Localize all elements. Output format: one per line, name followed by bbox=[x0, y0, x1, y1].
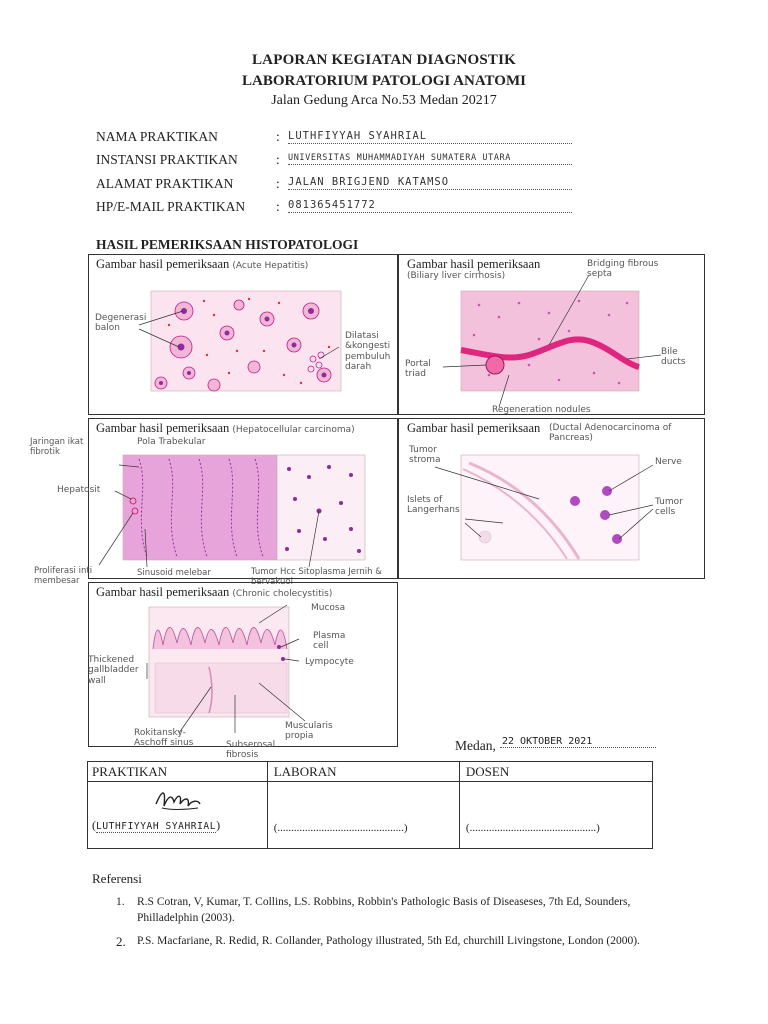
field-value[interactable]: JALAN BRIGJEND KATAMSO bbox=[288, 176, 572, 190]
panel-biliary-cirrhosis bbox=[398, 254, 705, 415]
label-tumor-hcc: Tumor Hcc Sitoplasma Jernih & bervakuoi bbox=[251, 567, 382, 587]
label-mucosa: Mucosa bbox=[311, 603, 346, 613]
report-title: LAPORAN KEGIATAN DIAGNOSTIK bbox=[251, 52, 517, 68]
label-degenerasi-balon: Degenerasi balon bbox=[95, 313, 147, 334]
field-colon: : bbox=[276, 129, 280, 144]
panel-pancreas bbox=[398, 418, 705, 579]
panel-subtitle: (Hepatocellular carcinoma) bbox=[232, 425, 355, 435]
field-colon: : bbox=[276, 199, 280, 214]
label-subserosal-fibrosis: Subserosal fibrosis bbox=[226, 740, 276, 761]
label-regeneration-nodules: Regeneration nodules bbox=[492, 405, 591, 415]
references-title: Referensi bbox=[92, 871, 142, 886]
handwritten-signature bbox=[150, 784, 210, 818]
reference-item: R.S Cotran, V, Kumar, T. Collins, LS. Robbins, Robbin's Pathologic Basis of Diseaseses, 7th Ed, Sounders, Philladelphin (2003). bbox=[137, 896, 631, 924]
field-colon: : bbox=[276, 176, 280, 191]
label-hepatosit: Hepatosit bbox=[57, 485, 101, 495]
panel-subtitle: (Biliary liver cirrhosis) bbox=[407, 271, 506, 281]
field-colon: : bbox=[276, 152, 280, 167]
panel-title: Gambar hasil pemeriksaan bbox=[407, 421, 541, 435]
panel-subtitle: (Acute Hepatitis) bbox=[232, 261, 309, 271]
cell-laboran-signature[interactable]: (..............................................) bbox=[267, 782, 459, 849]
label-lympocyte: Lympocyte bbox=[305, 657, 354, 667]
open-paren: ( bbox=[92, 818, 96, 832]
label-tumor-stroma: Tumor stroma bbox=[409, 445, 441, 466]
field-label: HP/E-MAIL PRAKTIKAN bbox=[96, 199, 246, 214]
panel-title-text: Gambar hasil pemeriksaan bbox=[96, 421, 230, 435]
panel-cholecystitis bbox=[88, 582, 398, 747]
lab-address: Jalan Gedung Arca No.53 Medan 20217 bbox=[271, 93, 497, 108]
signature-table bbox=[87, 761, 653, 849]
panel-title-text: Gambar hasil pemeriksaan bbox=[96, 585, 230, 599]
reference-number: 2. bbox=[116, 934, 126, 949]
label-portal-triad: Portal triad bbox=[405, 359, 431, 380]
field-value[interactable]: UNIVERSITAS MUHAMMADIYAH SUMATERA UTARA bbox=[288, 153, 572, 165]
label-thickened-wall: Thickened gallbladder wall bbox=[88, 655, 139, 686]
label-dilatasi-kongesti: Dilatasi &kongesti pembuluh darah bbox=[345, 331, 391, 373]
label-jaringan-ikat: Jaringan ikat fibrotik bbox=[30, 437, 84, 457]
field-label: ALAMAT PRAKTIKAN bbox=[96, 176, 234, 191]
field-label: INSTANSI PRAKTIKAN bbox=[96, 152, 238, 167]
lab-title: LABORATORIUM PATOLOGI ANATOMI bbox=[242, 73, 526, 89]
label-bile-ducts: Bile ducts bbox=[661, 347, 686, 368]
label-muscularis-propia: Muscularis propia bbox=[285, 721, 333, 742]
header-dosen: DOSEN bbox=[459, 762, 652, 782]
reference-number: 1. bbox=[116, 896, 125, 908]
panel-acute-hepatitis bbox=[88, 254, 398, 415]
date-value[interactable]: 22 OKTOBER 2021 bbox=[500, 736, 656, 748]
close-paren: ) bbox=[216, 818, 221, 832]
label-bridging-fibrous-septa: Bridging fibrous septa bbox=[587, 259, 659, 280]
panel-subtitle: (Chronic cholecystitis) bbox=[232, 589, 333, 599]
label-pola-trabekular: Pola Trabekular bbox=[137, 437, 206, 447]
label-rokitansky-aschoff: Rokitansky-Aschoff sinus bbox=[134, 728, 194, 749]
date-prefix: Medan, bbox=[455, 738, 496, 753]
label-nerve: Nerve bbox=[655, 457, 682, 467]
panel-subtitle: (Ductal Adenocarcinoma of Pancreas) bbox=[549, 423, 672, 444]
panel-title: Gambar hasil pemeriksaan bbox=[407, 257, 541, 271]
signer-name: LUTHFIYYAH SYAHRIAL bbox=[96, 821, 217, 832]
header-praktikan: PRAKTIKAN bbox=[88, 762, 268, 782]
field-value[interactable]: LUTHFIYYAH SYAHRIAL bbox=[288, 130, 572, 144]
cell-dosen-signature[interactable]: (..............................................) bbox=[459, 782, 652, 849]
cell-praktikan-signature[interactable] bbox=[88, 782, 268, 849]
header-laboran: LABORAN bbox=[267, 762, 459, 782]
section-title: HASIL PEMERIKSAAN HISTOPATOLOGI bbox=[96, 237, 359, 252]
label-sinusoid-melebar: Sinusoid melebar bbox=[137, 568, 211, 578]
label-islets-langerhans: Islets of Langerhans bbox=[407, 495, 460, 516]
label-proliferasi-inti: Proliferasi inti membesar bbox=[34, 566, 93, 586]
label-tumor-cells: Tumor cells bbox=[655, 497, 683, 518]
field-value[interactable]: 081365451772 bbox=[288, 199, 572, 213]
panel-title-text: Gambar hasil pemeriksaan bbox=[96, 257, 230, 271]
label-plasma-cell: Plasma cell bbox=[313, 631, 346, 652]
reference-item: P.S. Macfariane, R. Redid, R. Collander, Pathology illustrated, 5th Ed, churchill Livingstone, London (2000). bbox=[137, 935, 640, 947]
field-label: NAMA PRAKTIKAN bbox=[96, 129, 218, 144]
